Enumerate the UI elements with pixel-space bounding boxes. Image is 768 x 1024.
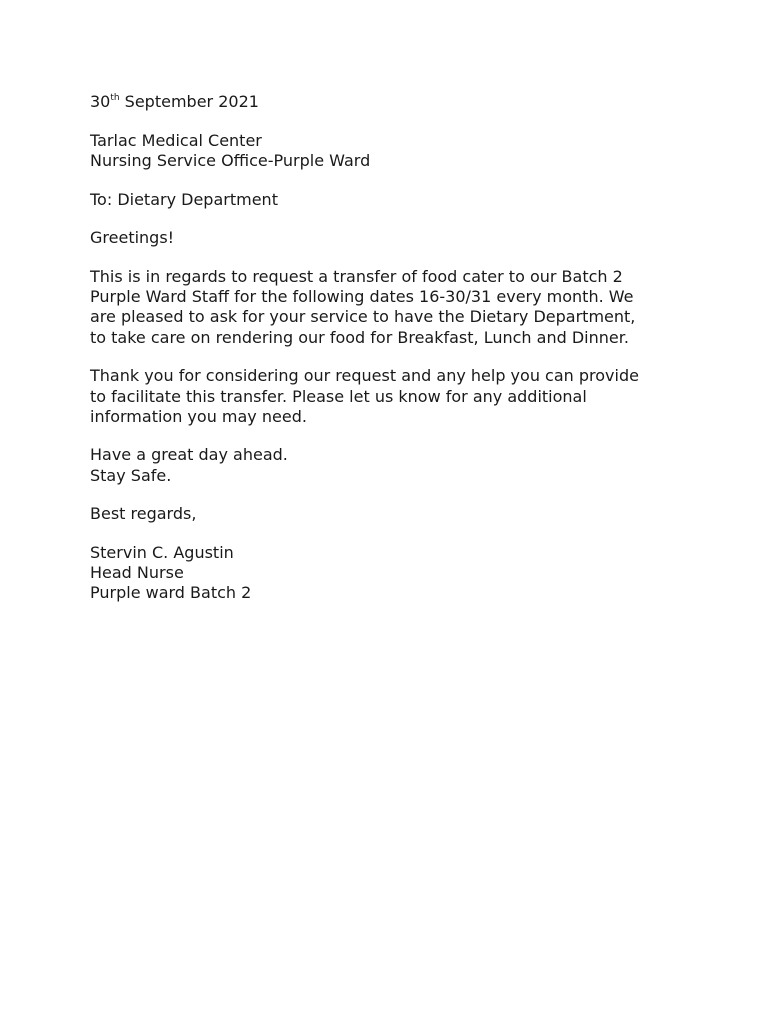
paragraph-line: Thank you for considering our request and any help you can provide: [90, 366, 639, 386]
sender-organization: Tarlac Medical Center: [90, 130, 262, 150]
letter-body: [90, 92, 690, 622]
wishes: [90, 445, 690, 485]
closing-line: Best regards,: [90, 504, 197, 524]
signatory-name: Stervin C. Agustin: [90, 543, 234, 563]
paragraph-line: Purple Ward Staff for the following dates 16-30/31 every month. We: [90, 287, 634, 307]
request-paragraph: [90, 267, 690, 348]
thanks-paragraph: [90, 366, 690, 427]
paragraph-line: information you may need.: [90, 406, 307, 426]
greeting-line: Greetings!: [90, 228, 175, 248]
signature-block: [90, 543, 690, 604]
paragraph-line: to facilitate this transfer. Please let us know for any additional: [90, 386, 587, 406]
date-ordinal-suffix: th: [110, 92, 120, 103]
greeting: [90, 228, 690, 248]
date-month-year: September 2021: [119, 92, 259, 111]
sender-address: [90, 131, 690, 171]
wishes-line: Stay Safe.: [90, 465, 172, 485]
paragraph-line: are pleased to ask for your service to have the Dietary Department,: [90, 307, 636, 327]
date-day: 30: [90, 92, 111, 111]
signatory-unit: Purple ward Batch 2: [90, 583, 252, 603]
closing: [90, 504, 690, 524]
letter-date: [90, 92, 690, 112]
recipient: [90, 190, 690, 210]
recipient-line: To: Dietary Department: [90, 189, 278, 209]
signatory-title: Head Nurse: [90, 563, 184, 583]
sender-office: Nursing Service Office-Purple Ward: [90, 150, 371, 170]
paragraph-line: to take care on rendering our food for Breakfast, Lunch and Dinner.: [90, 327, 629, 347]
wishes-line: Have a great day ahead.: [90, 445, 288, 465]
paragraph-line: This is in regards to request a transfer of food cater to our Batch 2: [90, 267, 623, 287]
